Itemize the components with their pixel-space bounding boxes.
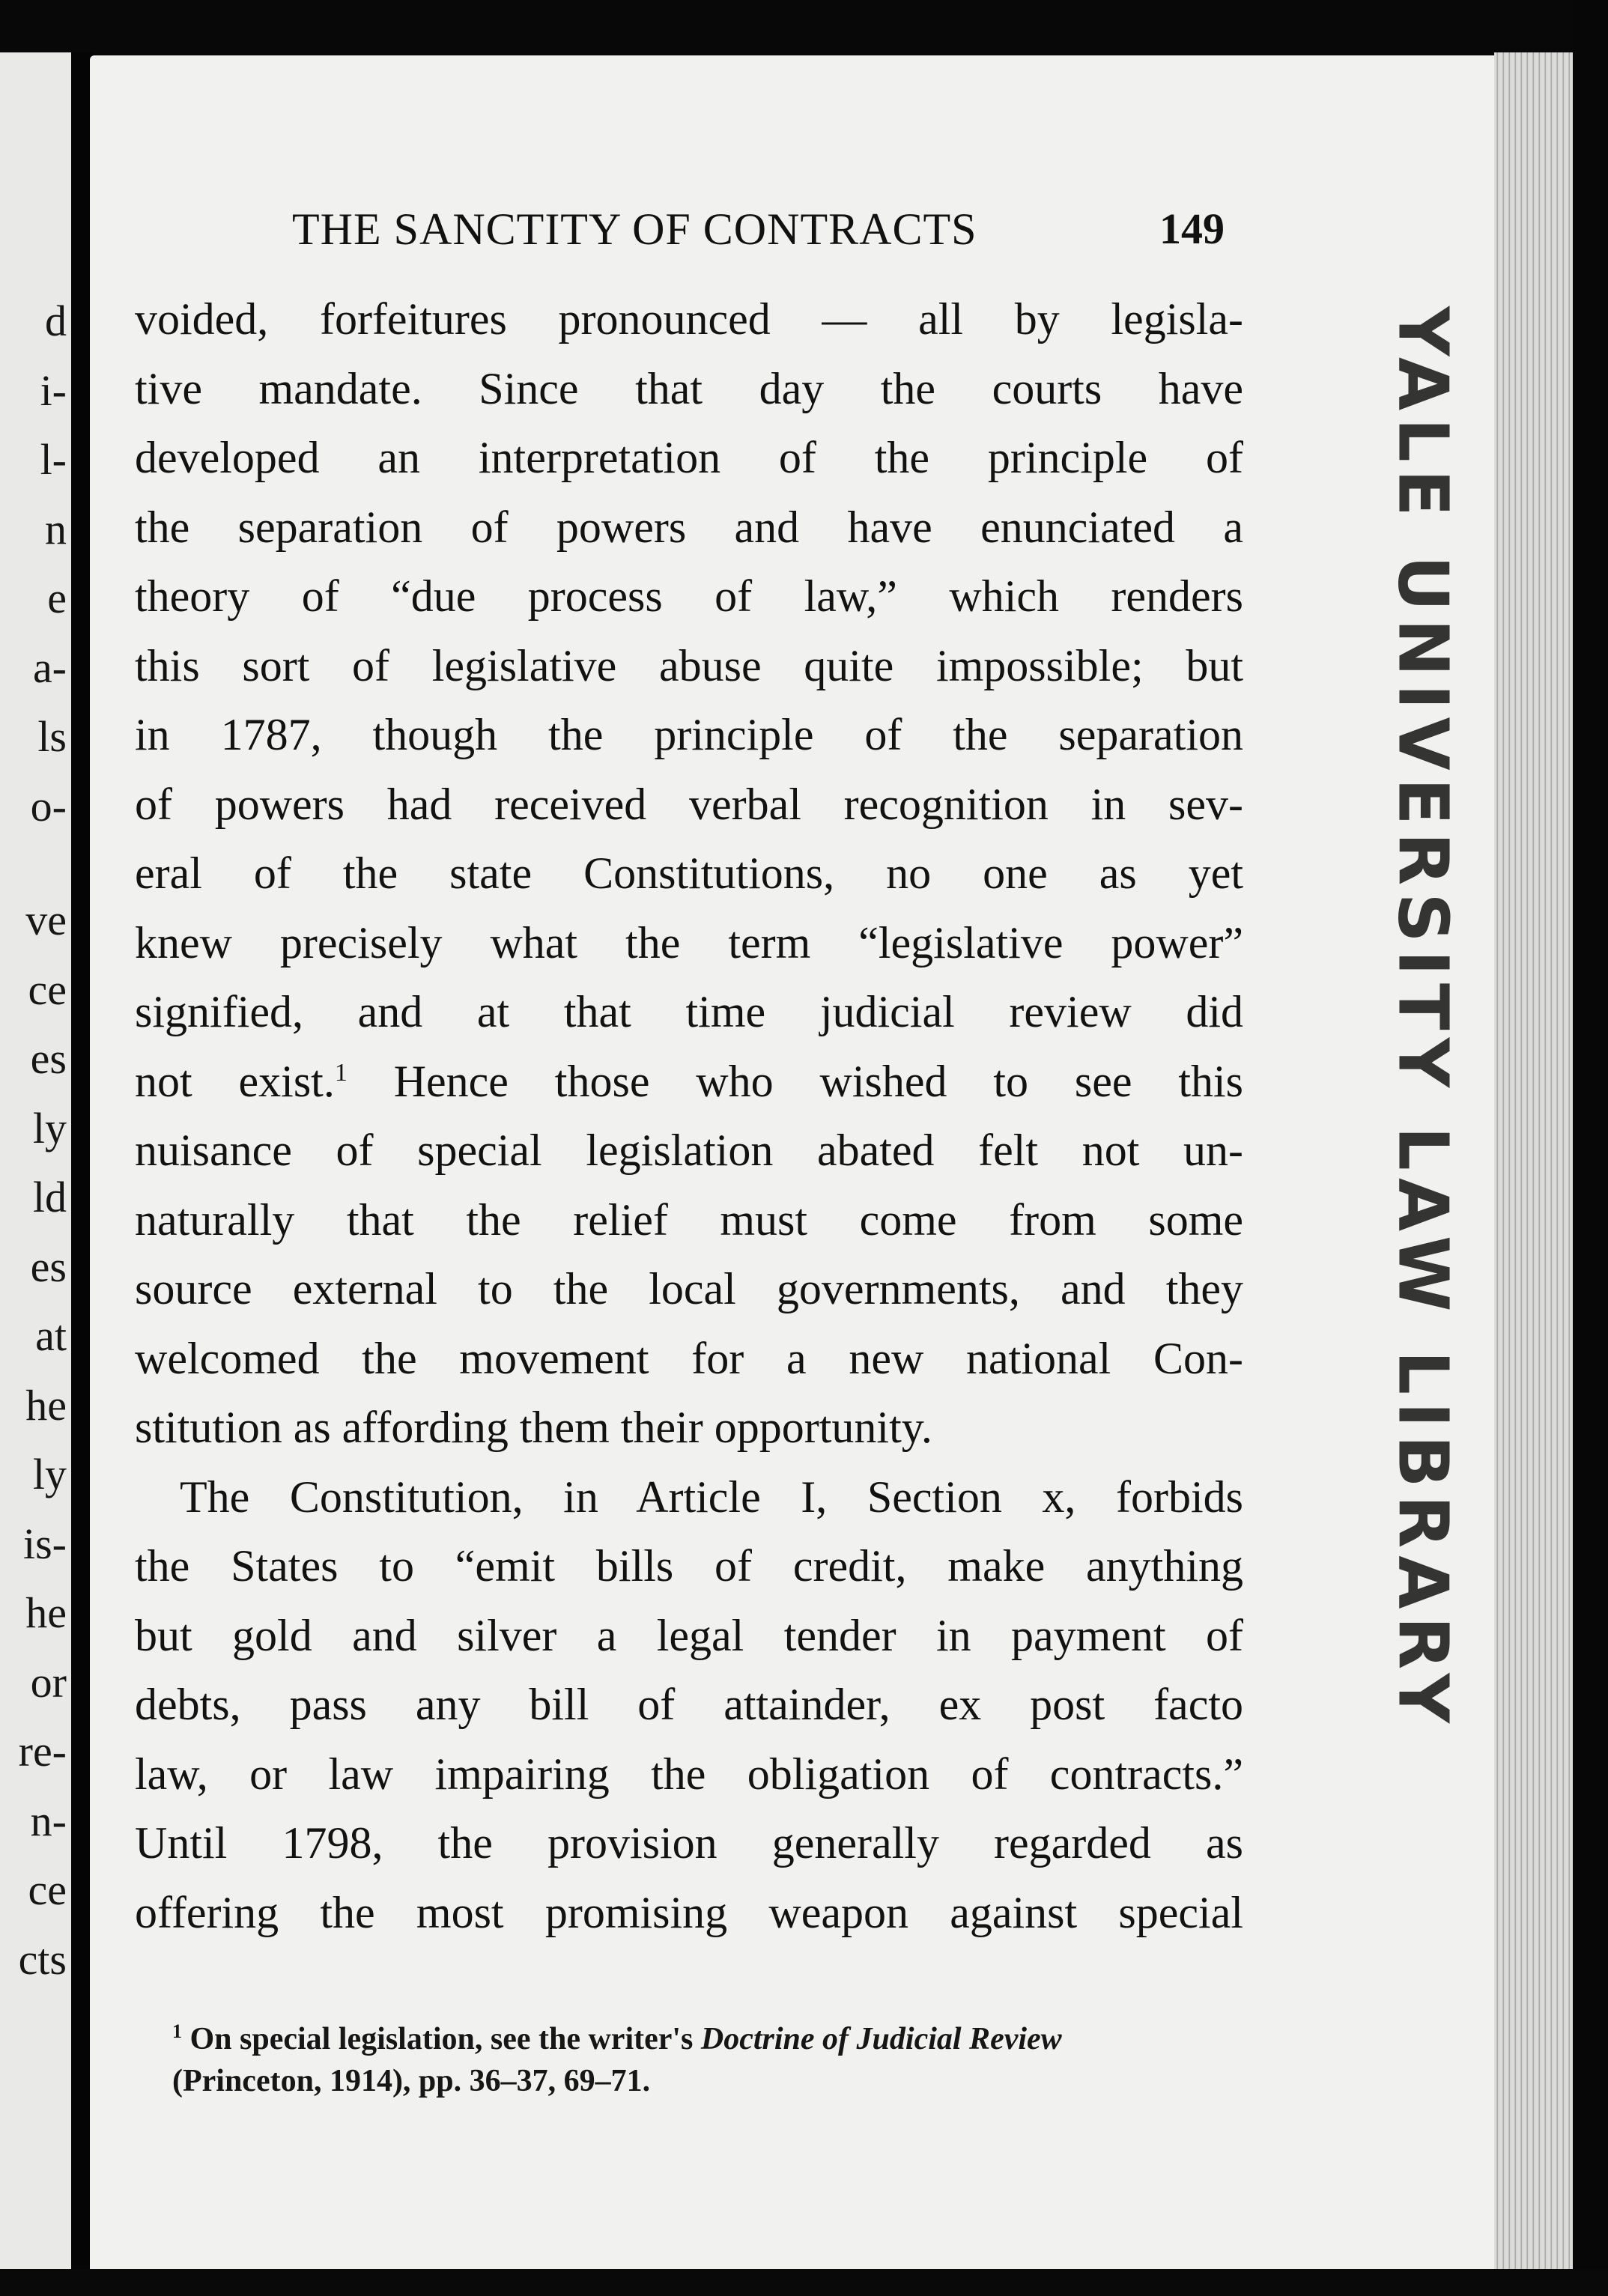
left-page-text-fragment: e	[47, 574, 67, 622]
text-line: welcomed the movement for a new national Con-	[135, 1333, 1243, 1383]
text-line: theory of “due process of law,” which renders	[135, 571, 1243, 621]
page-number: 149	[1159, 204, 1225, 253]
footnote	[172, 2018, 1251, 2102]
text-line: knew precisely what the term “legislative power”	[135, 917, 1243, 968]
text-line-with-footnote	[135, 1047, 1243, 1117]
footnote-marker: 1	[172, 2020, 182, 2042]
left-page-text-fragment: he	[25, 1588, 67, 1637]
text-line: the separation of powers and have enunciated a	[135, 502, 1243, 552]
library-stamp-text: YALE UNIVERSITY LAW LIBRARY	[1383, 306, 1463, 1731]
text-line: developed an interpretation of the principle of	[135, 433, 1243, 482]
left-page-text-fragment: n-	[30, 1796, 67, 1845]
text-line: in 1787, though the principle of the separation	[135, 710, 1243, 759]
left-page-text-fragment: i-	[40, 365, 67, 415]
text-line-paragraph-start: The Constitution, in Article I, Section x, forbids	[180, 1472, 1243, 1522]
text-line: eral of the state Constitutions, no one as yet	[135, 848, 1243, 898]
left-page-text-fragment: or	[30, 1657, 67, 1707]
footnote-text: On special legislation, see the writer's	[189, 2022, 694, 2056]
left-page-text-fragment: a-	[32, 643, 67, 692]
left-page-text-fragment: ve	[25, 896, 67, 944]
text-line: of powers had received verbal recognition in sev-	[135, 779, 1243, 829]
scanner-border-top	[0, 0, 1608, 60]
left-page-text-fragment: l-	[40, 435, 67, 484]
text-line: the States to “emit bills of credit, make anything	[135, 1541, 1243, 1591]
text-fragment: Hence those who wished to see this	[393, 1056, 1244, 1106]
left-page-text-fragment: ce	[28, 965, 67, 1014]
text-line: offering the most promising weapon against special	[135, 1887, 1243, 1937]
text-line: source external to the local governments, and they	[135, 1264, 1243, 1313]
library-stamp	[1378, 306, 1468, 1731]
footnote-line: (Princeton, 1914), pp. 36–37, 69–71.	[172, 2064, 651, 2098]
text-line: but gold and silver a legal tender in payment of	[135, 1610, 1243, 1660]
left-page-text-fragment: is-	[23, 1519, 67, 1568]
left-page-text-fragment: ly	[32, 1103, 67, 1152]
left-page-text-fragment: ld	[32, 1173, 67, 1221]
left-page-text-fragment: d	[45, 297, 67, 345]
text-line: nuisance of special legislation abated felt not un-	[135, 1126, 1243, 1175]
left-page-text-fragment: es	[30, 1034, 67, 1083]
scanner-border-bottom	[0, 2269, 1608, 2296]
left-page-text-fragment: o-	[30, 781, 67, 830]
text-line: voided, forfeitures pronounced — all by legisla-	[135, 294, 1243, 344]
text-line: debts, pass any bill of attainder, ex post facto	[135, 1680, 1243, 1729]
left-page-text-fragment: he	[25, 1380, 67, 1430]
running-head-title: THE SANCTITY OF CONTRACTS	[292, 204, 977, 254]
footnote-citation-title: Doctrine of Judicial Review	[700, 2022, 1062, 2056]
left-page-text-fragment: re-	[18, 1727, 67, 1776]
text-line: this sort of legislative abuse quite impossible; but	[135, 640, 1243, 690]
footnote-reference: 1	[334, 1058, 348, 1087]
left-page-text-fragment: at	[35, 1311, 67, 1360]
text-line: signified, and at that time judicial review did	[135, 987, 1243, 1036]
text-fragment: not exist.	[135, 1056, 335, 1106]
left-facing-page-edge	[0, 52, 71, 2269]
body-text	[135, 285, 1243, 1947]
left-page-text-fragment: ls	[37, 712, 67, 761]
left-page-text-fragment: es	[30, 1242, 67, 1291]
text-line: tive mandate. Since that day the courts have	[135, 363, 1243, 413]
footnote-line	[172, 2018, 1251, 2060]
left-page-text-fragment: ce	[28, 1865, 67, 1914]
left-page-text-fragment: n	[45, 504, 67, 553]
left-page-text-fragment: ly	[32, 1450, 67, 1498]
text-line: naturally that the relief must come from some	[135, 1194, 1243, 1245]
text-line: stitution as affording them their opportunity.	[135, 1403, 932, 1452]
scanner-border-right	[1573, 0, 1608, 2296]
text-line: Until 1798, the provision generally regarded as	[135, 1818, 1243, 1868]
page-edge-stack	[1494, 52, 1577, 2269]
text-line: law, or law impairing the obligation of contracts.”	[135, 1749, 1243, 1799]
left-page-text-fragment: cts	[18, 1934, 67, 1984]
